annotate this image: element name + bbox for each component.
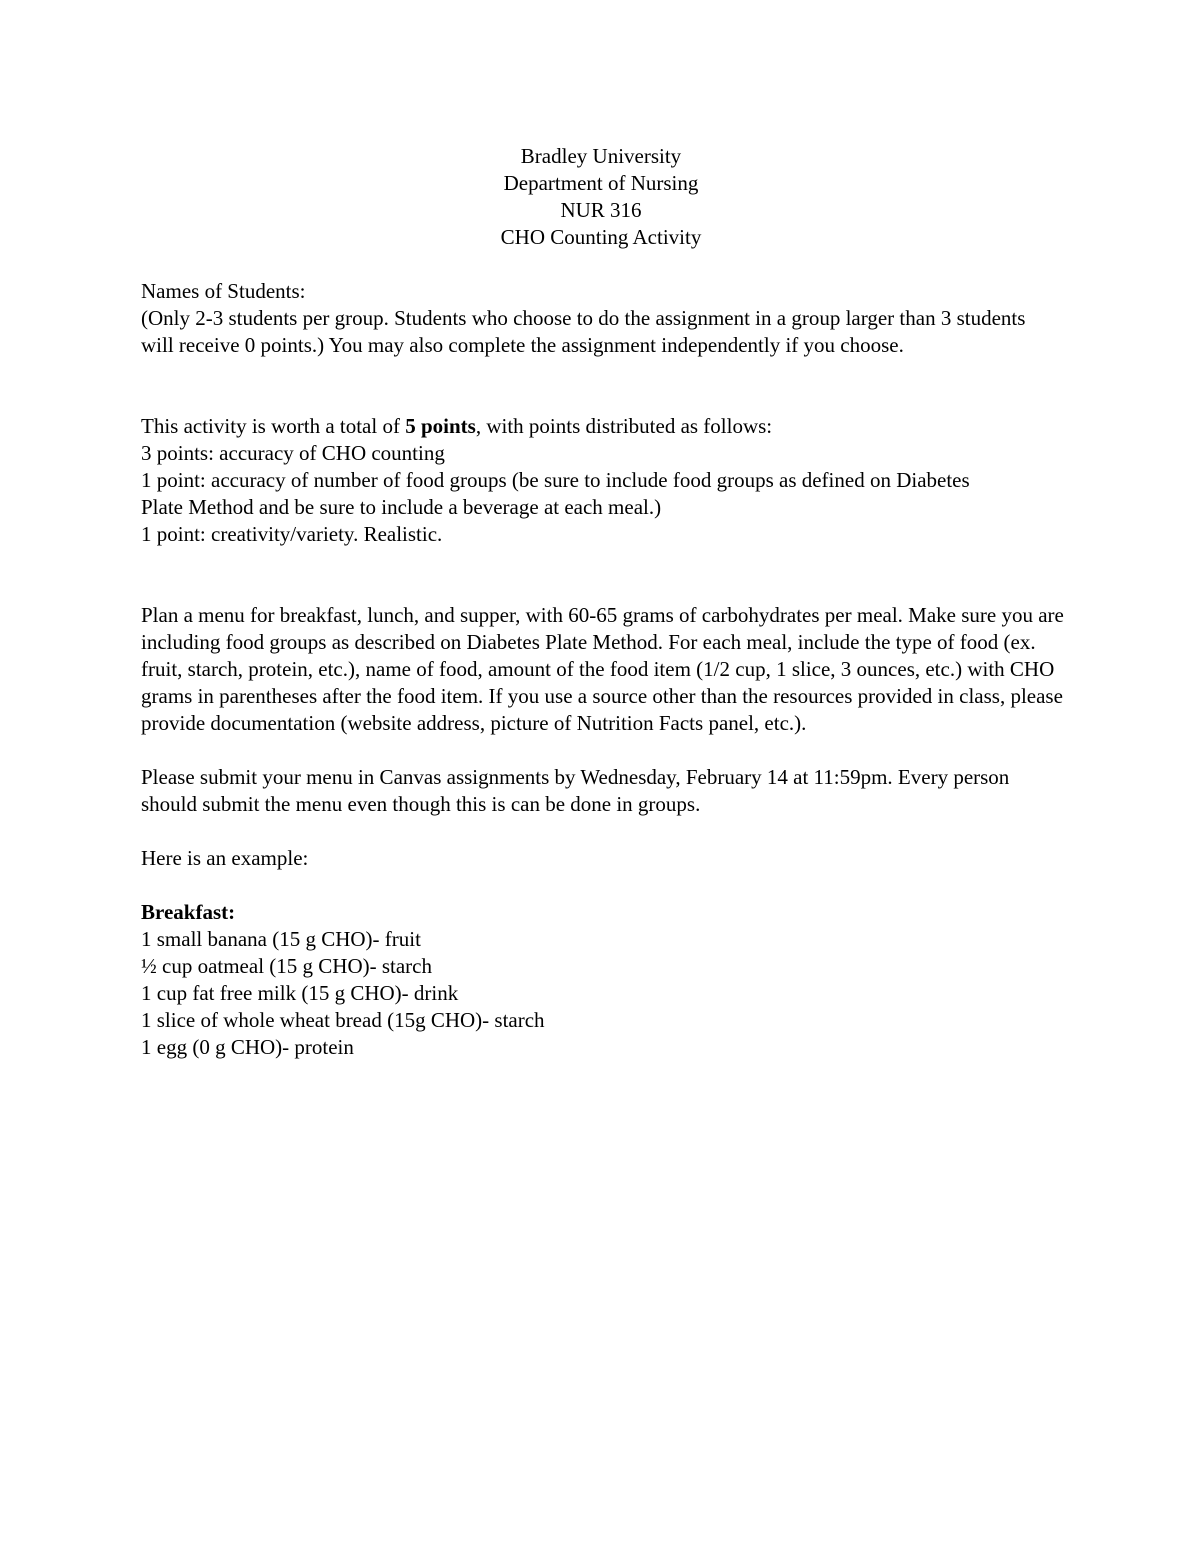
meal-title-text: Breakfast: [141, 900, 236, 924]
meal-item: 1 small banana (15 g CHO)- fruit [141, 927, 421, 951]
activity-title: CHO Counting Activity [500, 225, 702, 249]
students-label: Names of Students: [141, 279, 306, 303]
meal-item: 1 slice of whole wheat bread (15g CHO)- starch [141, 1008, 545, 1032]
document-header [141, 143, 1061, 251]
document-page [141, 143, 1064, 1061]
total-points: 5 points [405, 414, 476, 438]
university-name: Bradley University [520, 144, 682, 168]
submission-paragraph: Please submit your menu in Canvas assignments by Wednesday, February 14 at 11:59pm. Every person should submit the menu even though this is can be done in groups. [141, 765, 1010, 816]
course-code: NUR 316 [560, 198, 642, 222]
meal-item: 1 egg (0 g CHO)- protein [141, 1035, 354, 1059]
grading-intro-before: This activity is worth a total of [141, 414, 406, 438]
meal-item: ½ cup oatmeal (15 g CHO)- starch [141, 954, 432, 978]
grading-item: 1 point: accuracy of number of food groups (be sure to include food groups as defined on Diabetes Plate Method and be sure to include a beverage at each meal.) [141, 468, 970, 519]
instructions-paragraph: Plan a menu for breakfast, lunch, and supper, with 60-65 grams of carbohydrates per meal. Make sure you are including food groups as described on Diabetes Plate Method. For each meal, include the type of food (ex. fruit, starch, protein, etc.), name of food, amount of the food item (1/2 cup, 1 slice, 3 ounces, etc.) with CHO grams in parentheses after the food item. If you use a source other than the resources provided in class, please provide documentation (website address, picture of Nutrition Facts panel, etc.). [141, 603, 1064, 735]
meal-item: 1 cup fat free milk (15 g CHO)- drink [141, 981, 459, 1005]
meal-title [141, 899, 1061, 926]
example-intro: Here is an example: [141, 846, 309, 870]
grading-intro [141, 413, 1061, 440]
students-note: (Only 2-3 students per group. Students who choose to do the assignment in a group larger than 3 students will receive 0 points.) You may also complete the assignment independently if you choose. [141, 306, 1026, 357]
grading-item: 1 point: creativity/variety. Realistic. [141, 522, 443, 546]
department-name: Department of Nursing [503, 171, 699, 195]
grading-intro-after: , with points distributed as follows: [475, 414, 773, 438]
grading-item: 3 points: accuracy of CHO counting [141, 441, 445, 465]
